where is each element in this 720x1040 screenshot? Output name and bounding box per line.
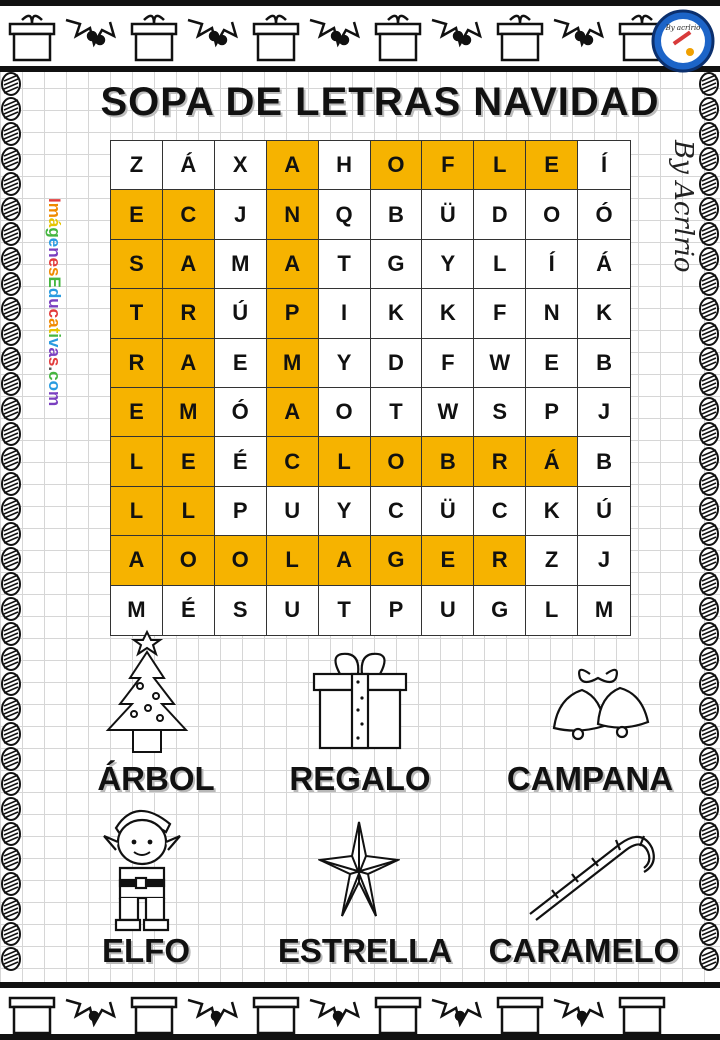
- grid-cell: O: [319, 388, 371, 437]
- gift-icon: [376, 998, 420, 1033]
- grid-cell: Ó: [578, 190, 630, 239]
- grid-cell: S: [474, 388, 526, 437]
- bead-icon: [2, 573, 20, 595]
- bead-icon: [2, 923, 20, 945]
- grid-cell: O: [371, 141, 423, 190]
- bead-icon: [2, 223, 20, 245]
- grid-cell: O: [371, 437, 423, 486]
- grid-cell: Í: [526, 240, 578, 289]
- bead-icon: [700, 73, 718, 95]
- grid-cell: T: [371, 388, 423, 437]
- grid-cell: A: [111, 536, 163, 585]
- word-label-elfo: ELFO: [102, 932, 190, 969]
- grid-cell: X: [215, 141, 267, 190]
- word-label-campana: CAMPANA: [506, 760, 674, 797]
- website-letter: v: [45, 337, 64, 348]
- grid-cell: Y: [319, 487, 371, 536]
- bead-icon: [700, 873, 718, 895]
- bead-icon: [2, 148, 20, 170]
- grid-cell: C: [371, 487, 423, 536]
- holly-icon: [432, 20, 480, 44]
- website-letter: u: [45, 298, 64, 309]
- elf-icon: [96, 798, 188, 934]
- bead-icon: [2, 623, 20, 645]
- grid-cell: L: [474, 141, 526, 190]
- gift-icon: [132, 16, 176, 60]
- bead-icon: [2, 873, 20, 895]
- grid-cell: B: [578, 437, 630, 486]
- grid-cell: W: [474, 339, 526, 388]
- logo-text: By acrlrio: [665, 24, 701, 32]
- holly-icon: [554, 1000, 602, 1024]
- website-letter: g: [45, 227, 64, 238]
- bead-icon: [2, 598, 20, 620]
- grid-cell: U: [422, 586, 474, 635]
- website-letter: .: [45, 366, 64, 372]
- bead-icon: [2, 448, 20, 470]
- grid-cell: Z: [111, 141, 163, 190]
- website-letter: c: [45, 308, 64, 319]
- grid-cell: E: [526, 141, 578, 190]
- bead-icon: [2, 323, 20, 345]
- gift-icon: [132, 998, 176, 1033]
- word-search-grid: [110, 140, 631, 636]
- grid-cell: D: [371, 339, 423, 388]
- gift-box-icon: [310, 648, 410, 752]
- gift-icon: [254, 998, 298, 1033]
- grid-cell: R: [163, 289, 215, 338]
- grid-cell: É: [163, 586, 215, 635]
- grid-cell: R: [474, 536, 526, 585]
- word-label-estrella: ESTRELLA: [277, 932, 453, 969]
- bead-icon: [700, 298, 718, 320]
- grid-cell: T: [111, 289, 163, 338]
- grid-cell: D: [474, 190, 526, 239]
- bead-icon: [2, 298, 20, 320]
- bead-icon: [700, 148, 718, 170]
- bead-icon: [2, 398, 20, 420]
- bead-icon: [700, 273, 718, 295]
- bead-icon: [2, 523, 20, 545]
- bead-icon: [2, 373, 20, 395]
- website-letter: s: [45, 267, 64, 277]
- bead-icon: [700, 648, 718, 670]
- grid-cell: Ú: [578, 487, 630, 536]
- grid-cell: O: [215, 536, 267, 585]
- grid-cell: R: [474, 437, 526, 486]
- grid-cell: E: [111, 388, 163, 437]
- word-label-arbol: ÁRBOL: [97, 760, 215, 797]
- gift-holly-border-top: [0, 6, 720, 66]
- bead-icon: [2, 848, 20, 870]
- website-letter: t: [45, 327, 64, 334]
- bead-icon: [2, 248, 20, 270]
- grid-cell: U: [267, 586, 319, 635]
- grid-cell: É: [215, 437, 267, 486]
- bead-icon: [700, 423, 718, 445]
- grid-cell: K: [371, 289, 423, 338]
- bead-icon: [700, 348, 718, 370]
- grid-cell: F: [474, 289, 526, 338]
- bottom-decorative-border: [0, 982, 720, 1040]
- grid-cell: G: [474, 586, 526, 635]
- left-bead-border: [0, 72, 22, 982]
- right-bead-border: [698, 72, 720, 982]
- gift-icon: [376, 16, 420, 60]
- bead-icon: [2, 173, 20, 195]
- grid-cell: Y: [319, 339, 371, 388]
- bead-icon: [700, 473, 718, 495]
- gift-icon: [620, 998, 664, 1033]
- grid-cell: B: [578, 339, 630, 388]
- grid-cell: K: [578, 289, 630, 338]
- grid-cell: E: [215, 339, 267, 388]
- bead-icon: [700, 848, 718, 870]
- bead-icon: [700, 373, 718, 395]
- grid-cell: Ü: [422, 190, 474, 239]
- website-letter: d: [45, 287, 64, 299]
- bead-icon: [2, 548, 20, 570]
- grid-cell: P: [267, 289, 319, 338]
- bead-icon: [700, 798, 718, 820]
- grid-cell: P: [526, 388, 578, 437]
- bead-icon: [700, 698, 718, 720]
- bead-icon: [2, 123, 20, 145]
- bead-icon: [2, 698, 20, 720]
- grid-cell: W: [422, 388, 474, 437]
- bead-icon: [2, 73, 20, 95]
- bells-icon: [538, 662, 658, 746]
- bead-icon: [700, 598, 718, 620]
- bead-icon: [2, 673, 20, 695]
- holly-icon: [554, 20, 602, 44]
- grid-cell: N: [526, 289, 578, 338]
- holly-icon: [432, 1000, 480, 1024]
- grid-cell: L: [474, 240, 526, 289]
- grid-cell: M: [594, 597, 614, 623]
- bead-icon: [700, 898, 718, 920]
- author-signature: By Acrlrio: [668, 140, 698, 273]
- bead-icon: [2, 748, 20, 770]
- grid-cell: H: [319, 141, 371, 190]
- grid-cell: Á: [578, 240, 630, 289]
- website-letter: i: [45, 333, 64, 338]
- grid-cell: A: [267, 141, 319, 190]
- grid-cell: E: [111, 190, 163, 239]
- bead-icon: [700, 173, 718, 195]
- grid-cell: L: [111, 487, 163, 536]
- grid-cell: N: [267, 190, 319, 239]
- grid-cell: C: [267, 437, 319, 486]
- grid-cell: L: [526, 586, 578, 635]
- holly-icon: [310, 20, 358, 44]
- bead-icon: [2, 498, 20, 520]
- gift-icon: [498, 16, 542, 60]
- grid-cell: A: [267, 240, 319, 289]
- author-logo: [650, 8, 716, 74]
- grid-cell: S: [215, 586, 267, 635]
- bead-icon: [700, 398, 718, 420]
- bead-icon: [700, 498, 718, 520]
- bead-icon: [2, 423, 20, 445]
- grid-cell: Í: [578, 141, 630, 190]
- bead-icon: [2, 798, 20, 820]
- grid-cell: M: [267, 339, 319, 388]
- bead-icon: [700, 948, 718, 970]
- bead-icon: [2, 898, 20, 920]
- grid-cell: T: [319, 586, 371, 635]
- holly-icon: [188, 1000, 236, 1024]
- gift-holly-border-bottom: [0, 988, 720, 1036]
- bead-icon: [700, 623, 718, 645]
- holly-icon: [310, 1000, 358, 1024]
- grid-cell: L: [319, 437, 371, 486]
- bead-icon: [2, 723, 20, 745]
- website-letter: n: [45, 247, 64, 258]
- grid-cell: U: [267, 487, 319, 536]
- bead-icon: [2, 948, 20, 970]
- holly-icon: [188, 20, 236, 44]
- grid-cell: G: [371, 536, 423, 585]
- top-decorative-border: [0, 0, 720, 72]
- website-letter: e: [45, 237, 64, 248]
- website-letter: á: [45, 217, 64, 228]
- bead-icon: [700, 523, 718, 545]
- grid-cell: J: [578, 536, 630, 585]
- gift-icon: [498, 998, 542, 1033]
- grid-cell: B: [371, 190, 423, 239]
- grid-cell: I: [319, 289, 371, 338]
- grid-cell: F: [422, 141, 474, 190]
- bead-icon: [700, 98, 718, 120]
- grid-cell: G: [371, 240, 423, 289]
- grid-cell: B: [422, 437, 474, 486]
- grid-cell: C: [474, 487, 526, 536]
- bead-icon: [700, 223, 718, 245]
- grid-cell: Á: [163, 141, 215, 190]
- grid-cell: O: [526, 190, 578, 239]
- grid-cell: Q: [319, 190, 371, 239]
- page-title: SOPA DE LETRAS NAVIDAD: [100, 80, 660, 124]
- bead-icon: [2, 98, 20, 120]
- website-letter: m: [45, 390, 64, 407]
- grid-cell: C: [163, 190, 215, 239]
- star-icon: [318, 820, 400, 920]
- grid-cell: Á: [526, 437, 578, 486]
- bead-icon: [700, 448, 718, 470]
- grid-cell: M: [215, 240, 267, 289]
- bead-icon: [2, 773, 20, 795]
- bead-icon: [700, 248, 718, 270]
- grid-cell: J: [578, 388, 630, 437]
- bead-icon: [2, 648, 20, 670]
- bead-icon: [700, 123, 718, 145]
- website-letter: m: [45, 202, 64, 218]
- website-letter: E: [45, 276, 64, 288]
- grid-cell: K: [422, 289, 474, 338]
- grid-cell: J: [215, 190, 267, 239]
- holly-icon: [66, 20, 114, 44]
- grid-cell: L: [267, 536, 319, 585]
- bead-icon: [700, 323, 718, 345]
- grid-cell: O: [163, 536, 215, 585]
- grid-cell: A: [319, 536, 371, 585]
- gift-icon: [10, 998, 54, 1033]
- candy-cane-icon: [528, 828, 656, 928]
- bead-icon: [700, 723, 718, 745]
- grid-cell: R: [111, 339, 163, 388]
- gift-icon: [10, 16, 54, 60]
- grid-cell: A: [267, 388, 319, 437]
- bead-icon: [700, 923, 718, 945]
- website-letter: c: [45, 371, 64, 381]
- holly-icon: [66, 1000, 114, 1024]
- grid-cell: S: [111, 240, 163, 289]
- christmas-tree-icon: [100, 628, 195, 756]
- grid-cell: F: [422, 339, 474, 388]
- grid-cell: L: [111, 437, 163, 486]
- website-credit: [40, 198, 64, 468]
- website-letter: a: [45, 347, 64, 357]
- word-label-caramelo: CARAMELO: [488, 932, 680, 969]
- grid-cell: T: [319, 240, 371, 289]
- bead-icon: [2, 273, 20, 295]
- bead-icon: [700, 198, 718, 220]
- bead-icon: [2, 198, 20, 220]
- grid-cell: A: [163, 339, 215, 388]
- grid-cell: Z: [526, 536, 578, 585]
- grid-cell: E: [422, 536, 474, 585]
- bead-icon: [700, 823, 718, 845]
- grid-cell: K: [526, 487, 578, 536]
- website-letter: I: [45, 198, 64, 203]
- grid-cell: P: [371, 586, 423, 635]
- bead-icon: [2, 823, 20, 845]
- word-label-regalo: REGALO: [289, 760, 431, 797]
- bead-icon: [700, 573, 718, 595]
- grid-cell: Ó: [215, 388, 267, 437]
- grid-cell: A: [163, 240, 215, 289]
- grid-cell: Ú: [215, 289, 267, 338]
- website-letter: a: [45, 318, 64, 328]
- bead-icon: [700, 748, 718, 770]
- grid-cell: Y: [422, 240, 474, 289]
- grid-cell: P: [215, 487, 267, 536]
- bead-icon: [2, 473, 20, 495]
- bead-icon: [700, 548, 718, 570]
- bead-icon: [2, 348, 20, 370]
- grid-cell: E: [526, 339, 578, 388]
- website-letter: o: [45, 380, 64, 391]
- grid-cell: E: [163, 437, 215, 486]
- website-letter: e: [45, 257, 64, 268]
- grid-cell: M: [163, 388, 215, 437]
- bead-icon: [700, 773, 718, 795]
- bead-icon: [700, 673, 718, 695]
- grid-cell: M: [111, 586, 163, 635]
- website-letter: s: [45, 356, 64, 367]
- grid-cell: L: [163, 487, 215, 536]
- grid-cell: Ü: [422, 487, 474, 536]
- gift-icon: [254, 16, 298, 60]
